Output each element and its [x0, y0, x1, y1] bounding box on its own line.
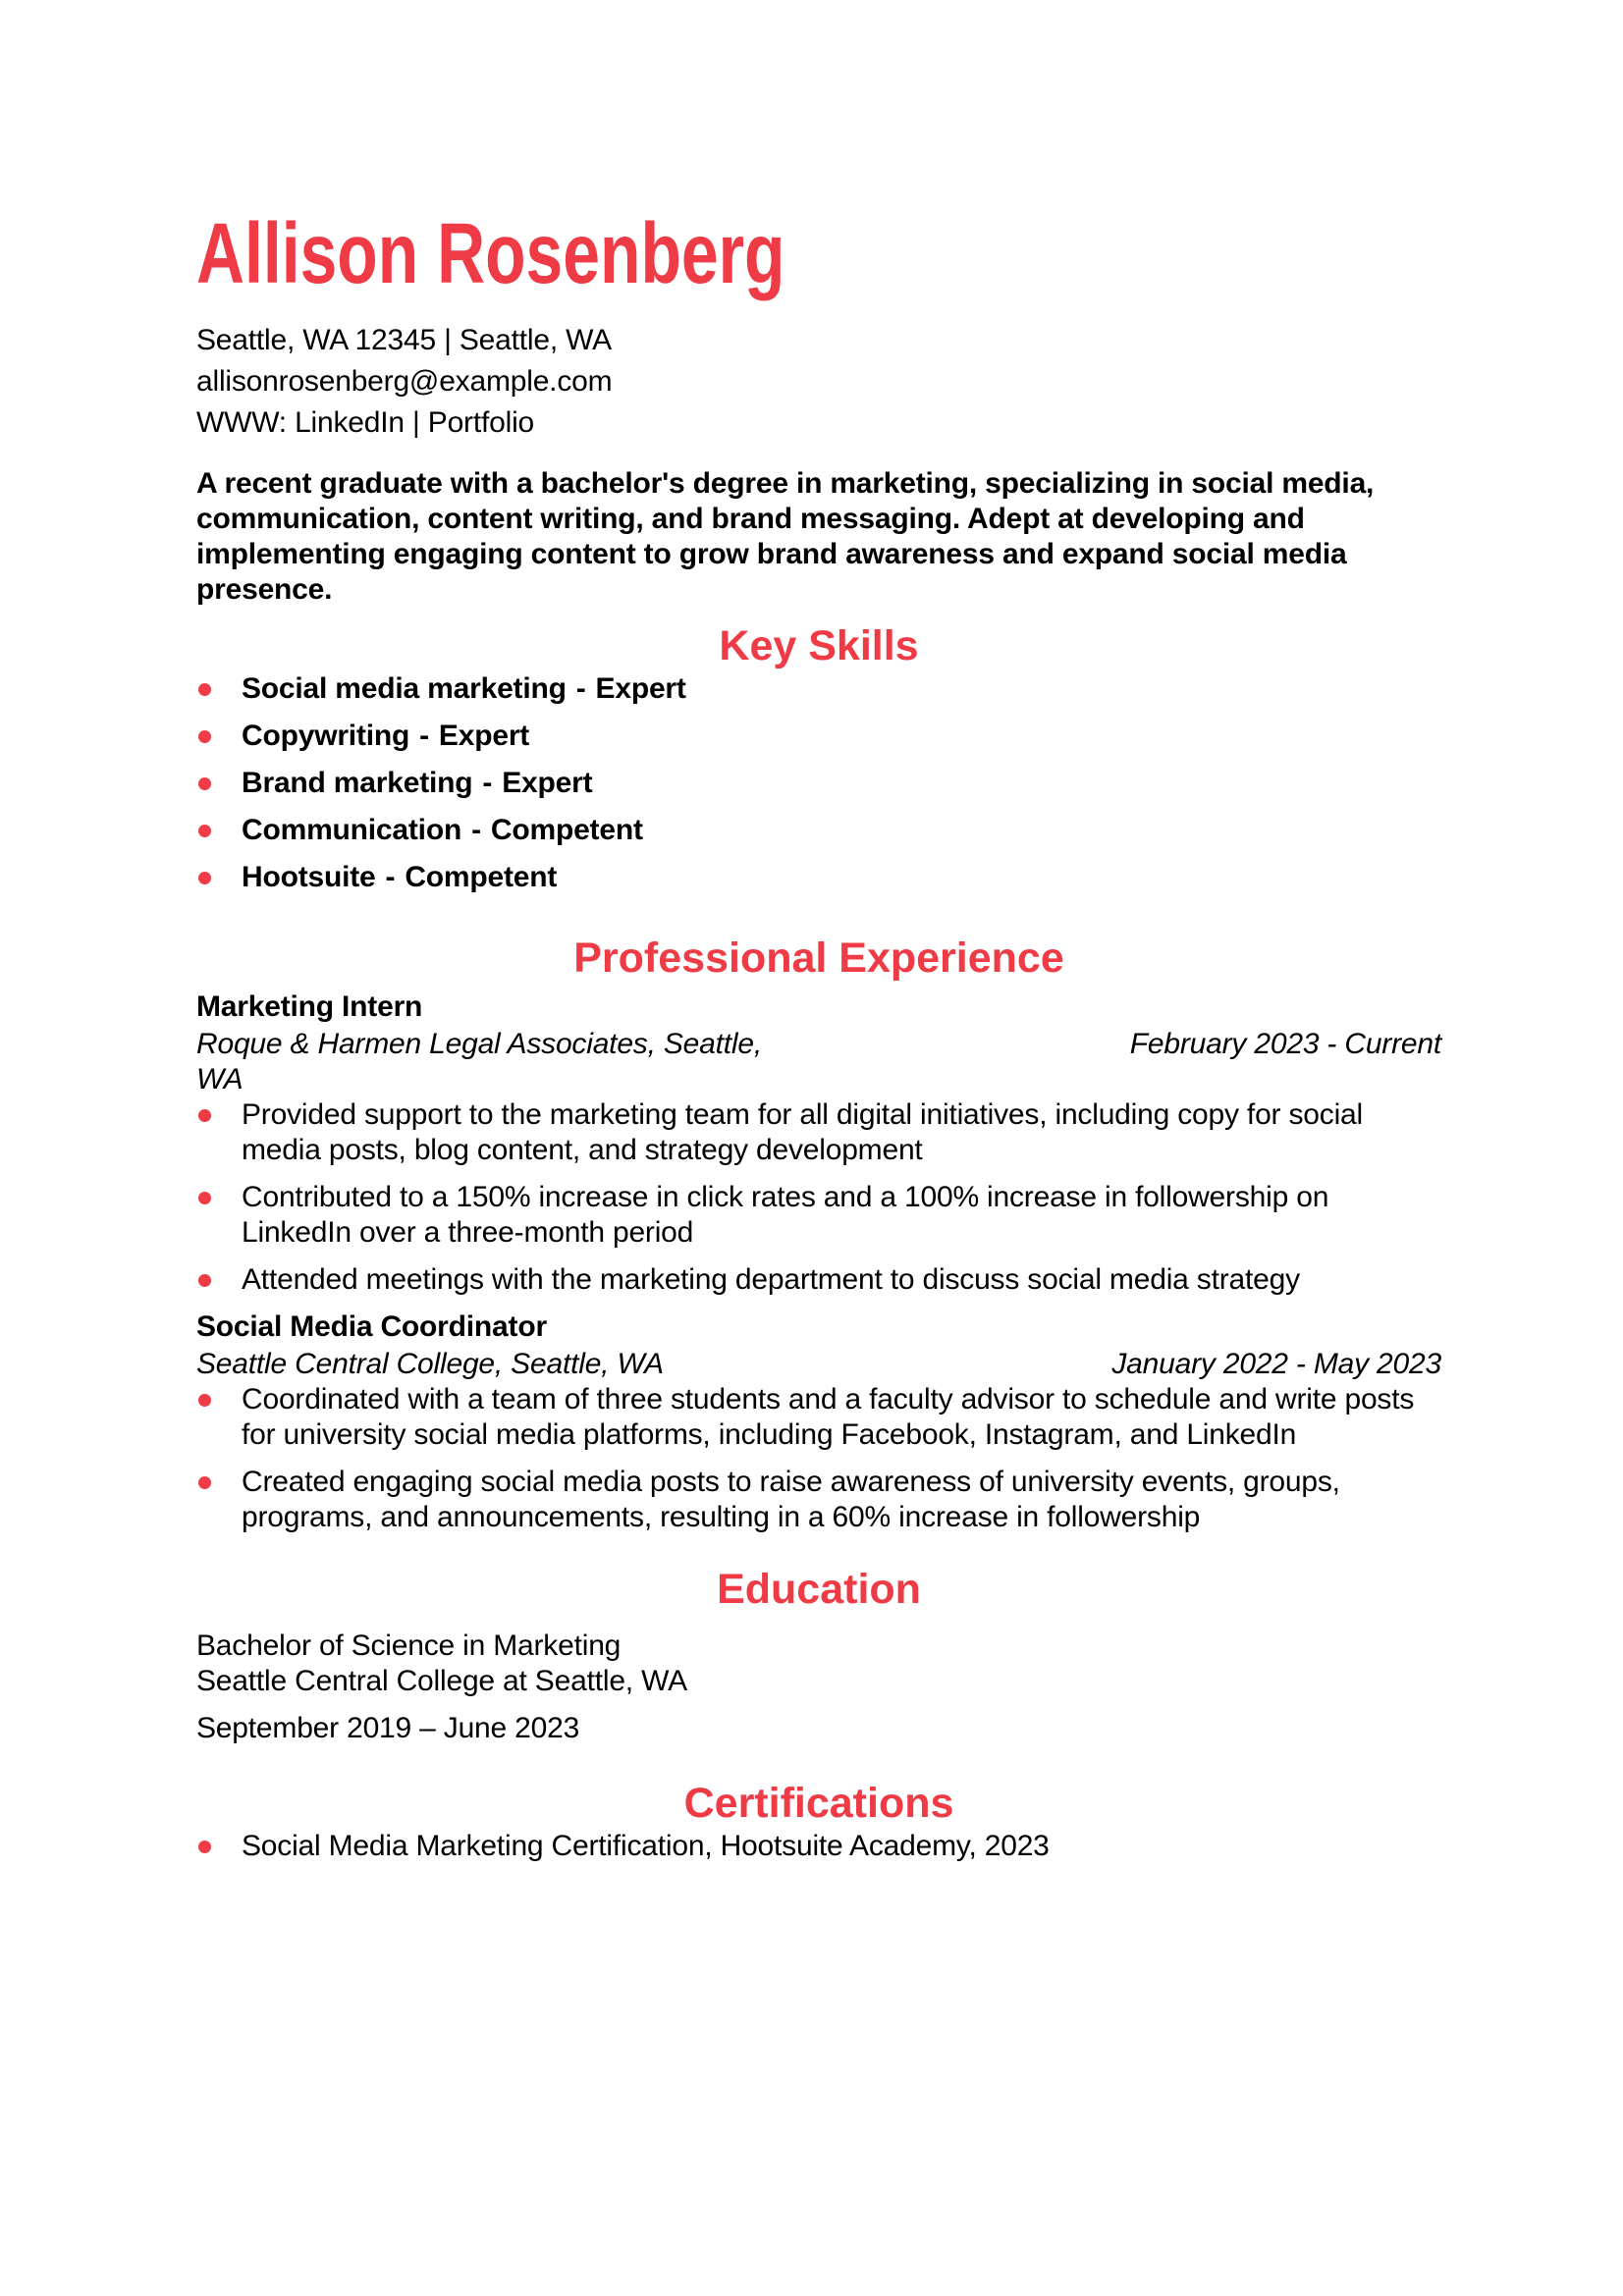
- bullet-icon: [198, 730, 211, 743]
- job-bullet-item: [196, 1180, 1441, 1251]
- skill-text: [242, 719, 529, 754]
- job-bullet-text: Provided support to the marketing team for all digital initiatives, including copy for social media posts, blog content, and strategy development: [242, 1098, 1363, 1166]
- job-company: Roque & Harmen Legal Associates, Seattle, WA: [196, 1028, 763, 1095]
- job-bullet-item: [196, 1097, 1441, 1168]
- job-bullet-item: [196, 1465, 1441, 1535]
- summary-text: A recent graduate with a bachelor's degree in marketing, specializing in social media, communication, content writing, and brand messaging. Adept at developing and implementing engaging content to grow brand awareness and expand social media presence.: [196, 467, 1375, 606]
- skill-item: [196, 813, 1441, 848]
- skill-level: Competent: [405, 861, 558, 893]
- skill-separator: -: [575, 672, 586, 705]
- header: [196, 0, 1441, 444]
- job-dates: February 2023 - Current: [1129, 1028, 1441, 1060]
- skill-text: [242, 671, 686, 707]
- skill-level: Competent: [490, 814, 643, 846]
- job-title: Social Media Coordinator: [196, 1310, 547, 1343]
- certification-text: Social Media Marketing Certification, Hootsuite Academy, 2023: [242, 1830, 1050, 1862]
- job-bullet-list: [196, 1382, 1441, 1535]
- skill-item: [196, 719, 1441, 754]
- job-meta-row: [196, 1027, 1441, 1097]
- skill-item: [196, 766, 1441, 801]
- job-bullet-list: [196, 1097, 1441, 1298]
- skill-level: Expert: [438, 720, 530, 752]
- education-school: Seattle Central College at Seattle, WA: [196, 1665, 687, 1697]
- skill-name: Hootsuite: [242, 861, 376, 893]
- job-title: Marketing Intern: [196, 990, 423, 1023]
- bullet-icon: [198, 825, 211, 837]
- bullet-icon: [198, 1476, 211, 1489]
- skill-name: Communication: [242, 814, 462, 846]
- bullet-icon: [198, 1841, 211, 1853]
- bullet-icon: [198, 872, 211, 884]
- job-bullet-item: [196, 1382, 1441, 1453]
- skill-item: [196, 671, 1441, 707]
- education-degree: Bachelor of Science in Marketing: [196, 1629, 622, 1662]
- contact-email: allisonrosenberg@example.com: [196, 365, 613, 398]
- skill-separator: -: [482, 767, 493, 799]
- skill-separator: -: [419, 720, 429, 752]
- job-bullet-text: Coordinated with a team of three students and a faculty advisor to schedule and write posts for university social media platforms, including Facebook, Instagram, and LinkedIn: [242, 1383, 1415, 1451]
- skill-text: [242, 766, 592, 801]
- bullet-icon: [198, 777, 211, 790]
- bullet-icon: [198, 1192, 211, 1204]
- skill-separator: -: [385, 861, 396, 893]
- job-meta-row: [196, 1347, 1441, 1382]
- skill-text: [242, 860, 557, 895]
- section-heading-professional-experience: Professional Experience: [573, 934, 1064, 982]
- job-bullet-text: Contributed to a 150% increase in click rates and a 100% increase in followership on LinkedIn over a three-month period: [242, 1181, 1329, 1249]
- education-dates: September 2019 – June 2023: [196, 1712, 580, 1744]
- skill-level: Expert: [595, 672, 686, 705]
- person-name: Allison Rosenberg: [196, 206, 785, 301]
- certification-item: [196, 1829, 1441, 1864]
- bullet-icon: [198, 683, 211, 696]
- job-bullet-text: Created engaging social media posts to raise awareness of university events, groups, programs, and announcements, resulting in a 60% increase in followership: [242, 1466, 1340, 1533]
- bullet-icon: [198, 1109, 211, 1122]
- skill-name: Brand marketing: [242, 767, 473, 799]
- job-entry: [196, 1309, 1441, 1535]
- section-heading-education: Education: [717, 1566, 921, 1613]
- skills-list: [196, 671, 1441, 895]
- skill-item: [196, 860, 1441, 895]
- job-bullet-item: [196, 1262, 1441, 1298]
- contact-location: Seattle, WA 12345 | Seattle, WA: [196, 324, 612, 356]
- skill-text: [242, 813, 643, 848]
- job-company: Seattle Central College, Seattle, WA: [196, 1348, 664, 1380]
- skill-name: Social media marketing: [242, 672, 567, 705]
- skill-name: Copywriting: [242, 720, 410, 752]
- contact-block: [196, 320, 1441, 444]
- education-block: [196, 1629, 1441, 1699]
- skill-level: Expert: [502, 767, 593, 799]
- skill-separator: -: [471, 814, 481, 846]
- section-heading-key-skills: Key Skills: [719, 622, 919, 669]
- job-entry: [196, 989, 1441, 1298]
- bullet-icon: [198, 1394, 211, 1407]
- job-dates: January 2022 - May 2023: [1111, 1348, 1441, 1380]
- bullet-icon: [198, 1274, 211, 1287]
- certifications-list: [196, 1829, 1441, 1864]
- job-bullet-text: Attended meetings with the marketing department to discuss social media strategy: [242, 1263, 1300, 1296]
- section-heading-certifications: Certifications: [683, 1780, 954, 1827]
- contact-links: WWW: LinkedIn | Portfolio: [196, 406, 535, 439]
